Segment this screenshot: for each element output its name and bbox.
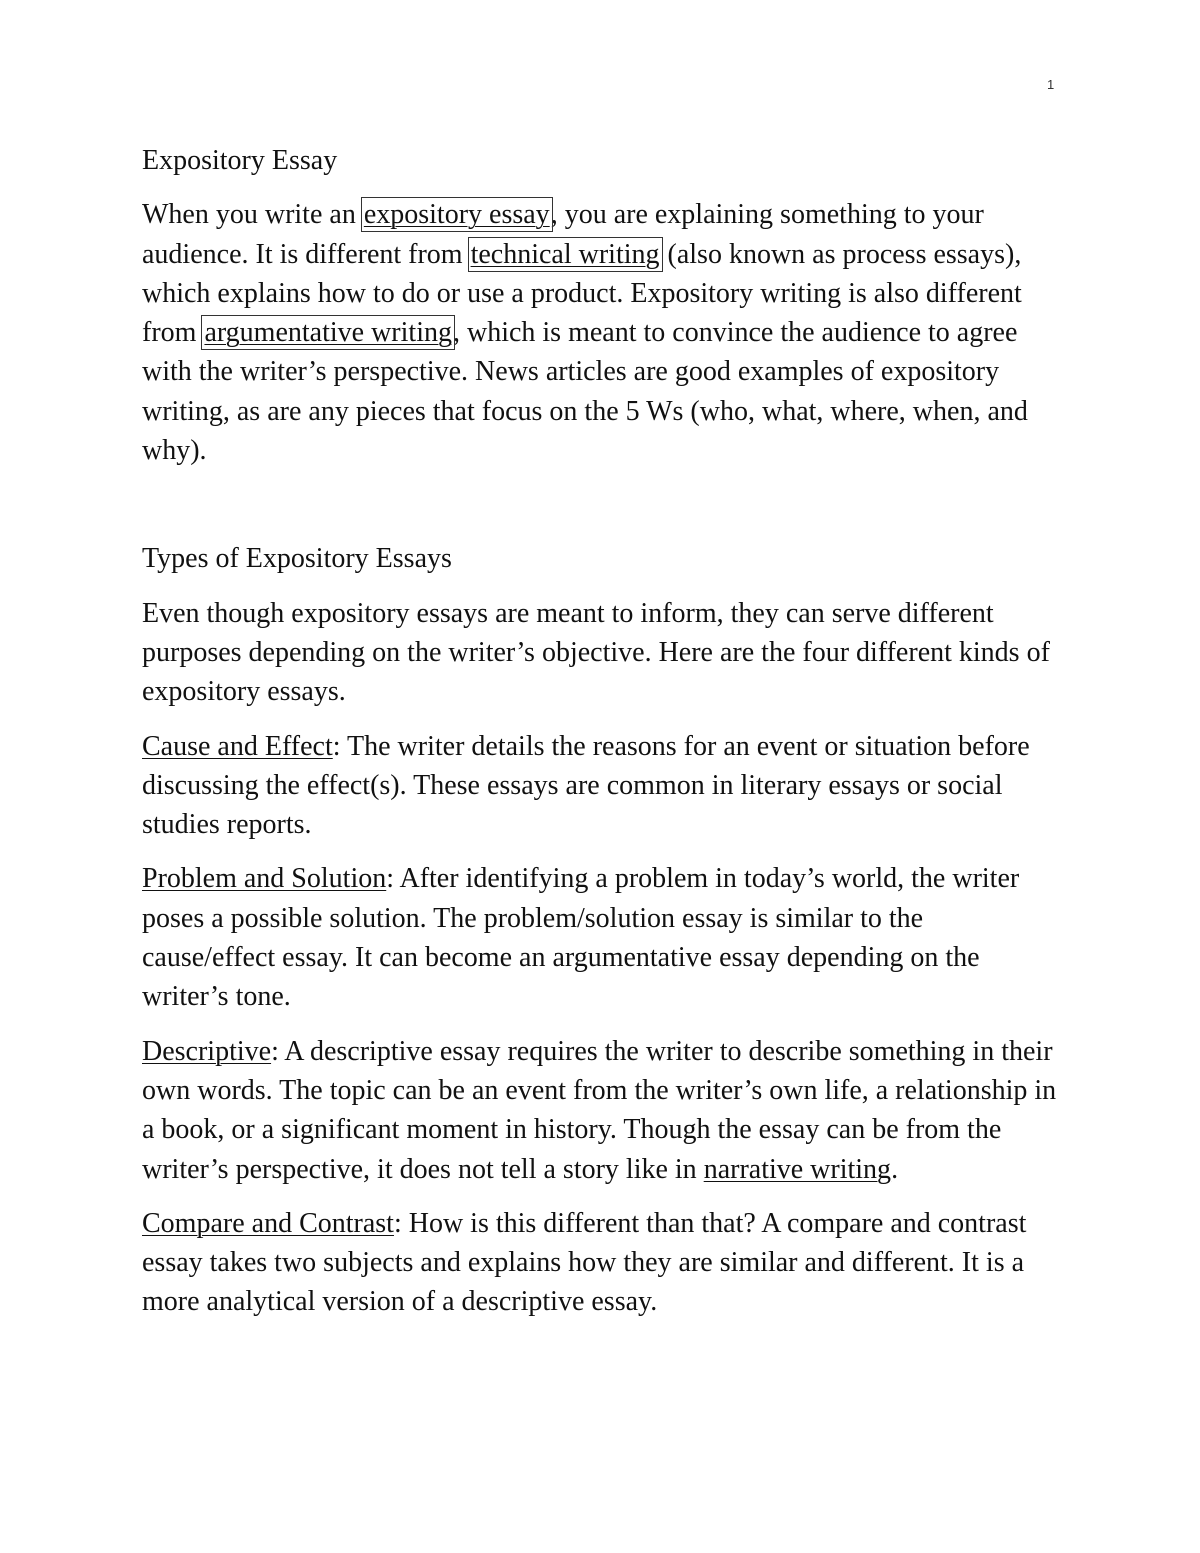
intro-text-1: When you write an <box>142 199 363 231</box>
type-problem-and-solution <box>142 859 1062 1016</box>
type-text-descriptive: : A descriptive essay requires the writer to describe something in their own words. The topic can be an event from the writer’s own life, a relationship in a book, or a significant moment in history. Though the essay can be from the writer’s perspective, it does not tell a story like in <box>142 1035 1057 1185</box>
link-argumentative-writing[interactable]: argumentative writing <box>204 317 452 349</box>
section-heading-expository-essay: Expository Essay <box>142 145 338 176</box>
section-spacer <box>142 485 1062 539</box>
page-number: 1 <box>1047 77 1055 92</box>
type-term-problem-and-solution: Problem and Solution <box>142 863 387 895</box>
link-technical-writing[interactable]: technical writing <box>470 238 660 270</box>
link-expository-essay[interactable]: expository essay <box>363 199 550 231</box>
document-body <box>142 141 1062 1337</box>
type-text-cause-and-effect: : The writer details the reasons for an event or situation before discussing the effect(s). These essays are common in literary essays or social studies reports. <box>142 730 1030 841</box>
type-text-problem-and-solution: : After identifying a problem in today’s world, the writer poses a possible solution. The problem/solution essay is similar to the cause/effect essay. It can become an argumentative essay depending on the writer’s tone. <box>142 863 1020 1013</box>
intro-paragraph <box>142 195 1062 470</box>
type-term-descriptive: Descriptive <box>142 1035 272 1067</box>
type-term-compare-and-contrast: Compare and Contrast <box>142 1207 394 1239</box>
section-heading-types: Types of Expository Essays <box>142 543 452 575</box>
type-term-cause-and-effect: Cause and Effect <box>142 730 333 762</box>
type-cause-and-effect <box>142 727 1062 845</box>
types-intro-paragraph: Even though expository essays are meant to inform, they can serve different purposes depending on the writer’s objective. Here are the four different kinds of expository essays. <box>142 597 1050 708</box>
type-text-compare-and-contrast: : How is this different than that? A compare and contrast essay takes two subjects and explains how they are similar and different. It is a more analytical version of a descriptive essay. <box>142 1207 1027 1318</box>
intro-text-4: , which is meant to convince the audience to agree with the writer’s perspective. News articles are good examples of expository writing, as are any pieces that focus on the 5 Ws (who, what, where, when, and why). <box>142 317 1028 467</box>
type-compare-and-contrast <box>142 1204 1062 1322</box>
type-descriptive <box>142 1032 1062 1189</box>
intro-text-3: (also known as process essays), which explains how to do or use a product. Expository writing is also different from <box>142 238 1022 349</box>
intro-text-2: , you are explaining something to your audience. It is different from <box>142 199 984 270</box>
type-text-descriptive-tail: . <box>891 1153 899 1185</box>
link-narrative-writing[interactable]: narrative writing <box>703 1153 892 1185</box>
